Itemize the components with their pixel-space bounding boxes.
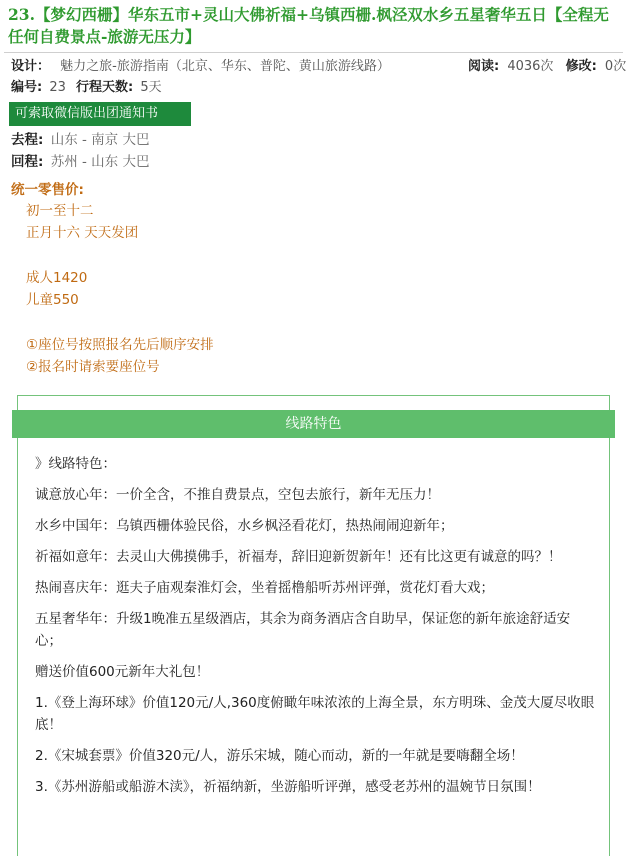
outbound-label: 去程:: [11, 132, 44, 148]
days-value: 5天: [140, 80, 162, 95]
designer-label: 设计：: [11, 59, 51, 74]
views-label: 阅读:: [468, 59, 500, 74]
outbound-route: [11, 131, 149, 150]
return-value: 苏州 - 山东 大巴: [50, 154, 150, 170]
code-value: 23: [49, 80, 66, 95]
retail-price-heading: 统一零售价:: [11, 182, 84, 198]
edits-value: 0次: [604, 59, 627, 74]
seat-note-2: ②报名时请索要座位号: [26, 359, 160, 375]
feature-paragraph: 1.《登上海环球》价值120元/人,360度俯瞰年味浓浓的上海全景，东方明珠、金茂大厦尽收眼底！: [35, 695, 595, 733]
seat-note-1: ①座位号按照报名先后顺序安排: [26, 337, 214, 353]
tour-title-prefix: 23.【梦幻西栅】: [8, 5, 128, 24]
route-features-body: [35, 453, 595, 807]
feature-paragraph: 2.《宋城套票》价值320元/人，游乐宋城，随心而动，新的一年就是要嗨翻全场！: [35, 748, 524, 764]
tour-title[interactable]: [8, 4, 620, 48]
views-value: 4036次: [507, 59, 554, 74]
departure-period: 初一至十二: [26, 203, 94, 219]
edits-label: 修改:: [565, 59, 597, 74]
child-price: 儿童550: [26, 292, 79, 308]
feature-paragraph: 热闹喜庆年：逛夫子庙观秦淮灯会，坐着摇橹船听苏州评弹，赏花灯看大戏；: [35, 580, 494, 596]
route-features-header: 线路特色: [12, 410, 615, 438]
code-row: [11, 79, 162, 97]
feature-paragraph: 赠送价值600元新年大礼包！: [35, 664, 210, 680]
departure-schedule: 正月十六 天天发团: [26, 225, 139, 241]
stats-row: [468, 58, 626, 76]
feature-paragraph: 祈福如意年：去灵山大佛摸佛手，祈福寿，辞旧迎新贺新年！还有比这更有诚意的吗？！: [35, 549, 562, 565]
tour-title-text: 华东五市+灵山大佛祈福+乌镇西栅.枫泾双水乡五星奢华五日【全程无任何自费景点-旅游无压力】: [8, 5, 609, 46]
feature-paragraph: 五星奢华年：升级1晚准五星级酒店，其余为商务酒店含自助早，保证您的新年旅途舒适安心；: [35, 611, 571, 649]
route-features-panel: [17, 395, 610, 856]
return-label: 回程:: [11, 154, 44, 170]
days-label: 行程天数:: [76, 80, 134, 95]
designer-value[interactable]: 魅力之旅-旅游指南（北京、华东、普陀、黄山旅游线路）: [60, 59, 390, 74]
feature-paragraph: 水乡中国年：乌镇西栅体验民俗，水乡枫泾看花灯，热热闹闹迎新年；: [35, 518, 454, 534]
outbound-value: 山东 - 南京 大巴: [50, 132, 150, 148]
title-divider: [4, 52, 623, 53]
feature-paragraph: 诚意放心年：一价全含，不推自费景点，空包去旅行，新年无压力！: [35, 487, 440, 503]
adult-price: 成人1420: [26, 270, 88, 286]
feature-paragraph: 3.《苏州游船或船游木渎》，祈福纳新，坐游船听评弹，感受老苏州的温婉节日氛围！: [35, 779, 541, 795]
feature-paragraph: 》线路特色：: [35, 456, 116, 472]
code-label: 编号:: [11, 80, 43, 95]
return-route: [11, 153, 149, 172]
wechat-notice-button[interactable]: 可索取微信版出团通知书: [9, 102, 191, 126]
designer-row: [11, 58, 390, 76]
